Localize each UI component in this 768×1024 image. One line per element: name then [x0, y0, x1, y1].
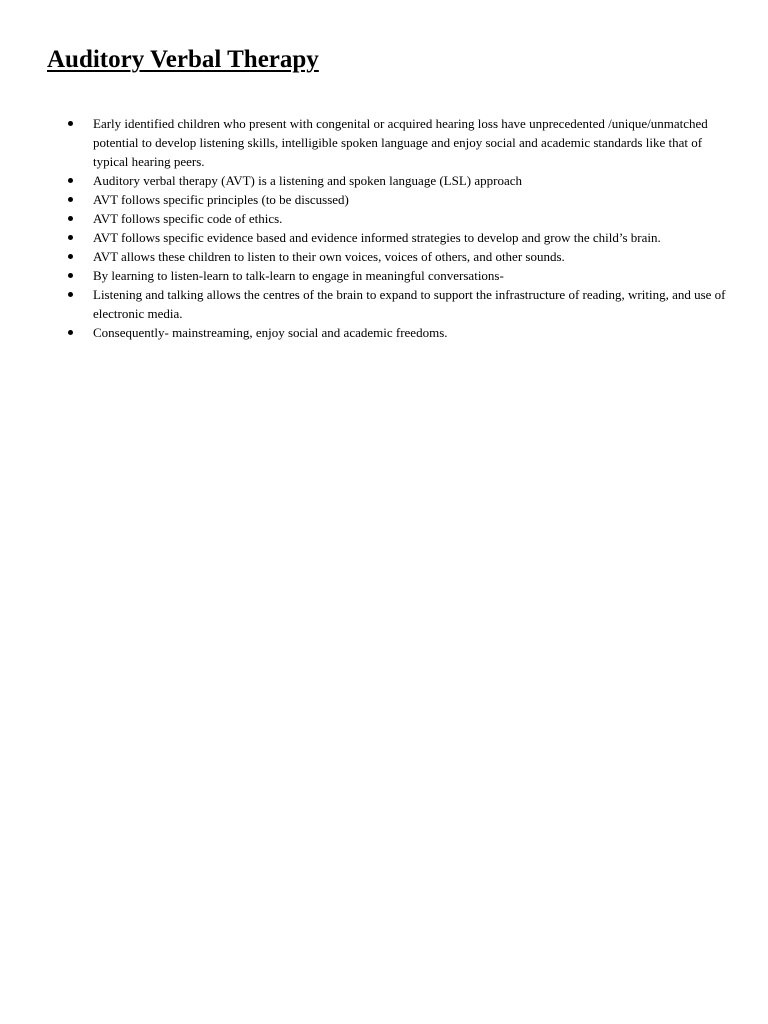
- bullet-text: AVT follows specific code of ethics.: [93, 211, 283, 226]
- list-item: [0, 266, 768, 285]
- bullet-text: AVT follows specific principles (to be discussed): [93, 192, 349, 207]
- bullet-text: AVT follows specific evidence based and evidence informed strategies to develop and grow the child’s brain.: [93, 230, 661, 245]
- bullet-icon: [68, 121, 73, 126]
- bullet-text: Early identified children who present with congenital or acquired hearing loss have unprecedented /unique/unmatched potential to develop listening skills, intelligible spoken language and enjoy social and academic standards like that of typical hearing peers.: [93, 116, 708, 169]
- list-item: [0, 190, 768, 209]
- list-item: [0, 323, 768, 342]
- bullet-icon: [68, 216, 73, 221]
- list-item: [0, 285, 768, 323]
- bullet-icon: [68, 330, 73, 335]
- list-item: [0, 228, 768, 247]
- bullet-text: Auditory verbal therapy (AVT) is a listening and spoken language (LSL) approach: [93, 173, 522, 188]
- bullet-icon: [68, 197, 73, 202]
- list-item: [0, 209, 768, 228]
- bullet-list: [0, 114, 768, 342]
- list-item: [0, 171, 768, 190]
- bullet-text: Listening and talking allows the centres of the brain to expand to support the infrastructure of reading, writing, and use of electronic media.: [93, 287, 726, 321]
- page-title: Auditory Verbal Therapy: [47, 46, 319, 73]
- list-item: [0, 114, 768, 171]
- bullet-text: By learning to listen-learn to talk-learn to engage in meaningful conversations-: [93, 268, 504, 283]
- bullet-icon: [68, 273, 73, 278]
- bullet-text: Consequently- mainstreaming, enjoy social and academic freedoms.: [93, 325, 448, 340]
- bullet-icon: [68, 254, 73, 259]
- bullet-icon: [68, 178, 73, 183]
- list-item: [0, 247, 768, 266]
- bullet-icon: [68, 235, 73, 240]
- bullet-text: AVT allows these children to listen to their own voices, voices of others, and other sounds.: [93, 249, 565, 264]
- bullet-icon: [68, 292, 73, 297]
